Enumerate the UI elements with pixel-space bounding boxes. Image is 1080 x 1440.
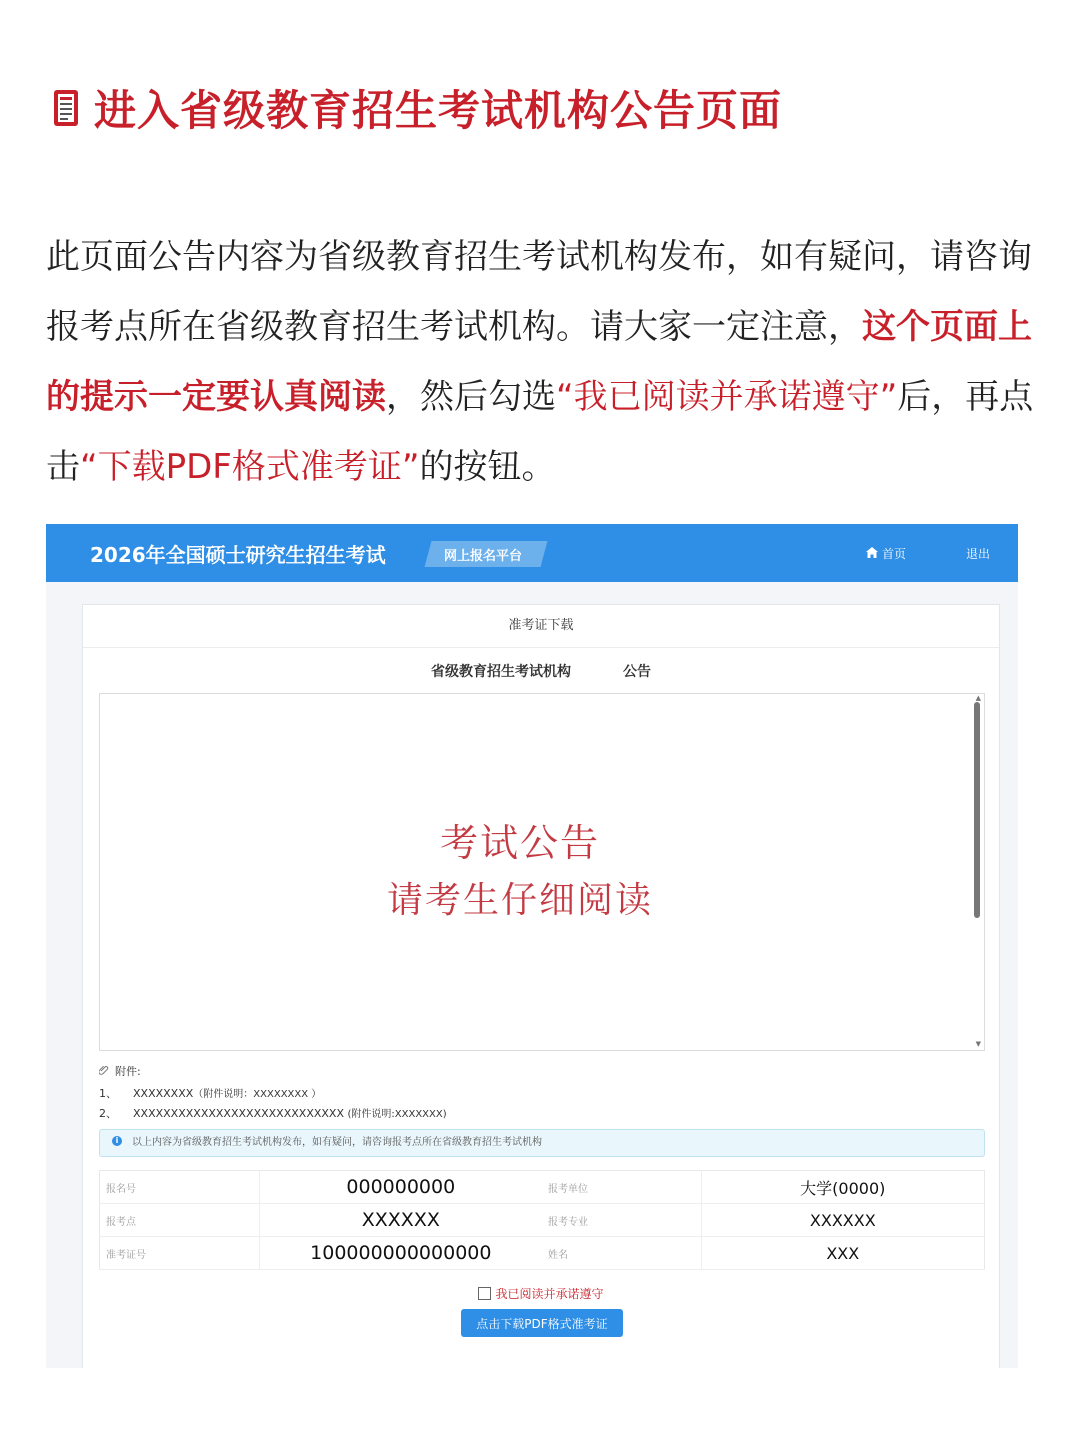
table-label: 准考证号: [100, 1237, 260, 1270]
candidate-info-table: [99, 1170, 985, 1270]
table-value: XXX: [701, 1237, 984, 1270]
platform-tag: 网上报名平台: [444, 549, 523, 564]
attachment-name: XXXXXXXX: [133, 1087, 194, 1100]
table-label: 报名号: [100, 1171, 260, 1204]
embedded-screenshot: [46, 524, 1018, 1368]
admission-ticket-card: [82, 604, 1000, 1368]
table-value: XXXXXX: [701, 1204, 984, 1237]
table-label: 报考专业: [542, 1204, 701, 1237]
attachment-description: (附件说明:XXXXXXX): [347, 1109, 447, 1120]
heading-title: 进入省级教育招生考试机构公告页面: [94, 86, 783, 135]
table-value: 100000000000000: [259, 1237, 542, 1270]
logout-link[interactable]: 退出: [966, 547, 991, 561]
intro-text-3: 后，再点击: [46, 377, 1034, 487]
scroll-up-arrow-icon[interactable]: ▲: [975, 694, 981, 702]
attachments-title: [99, 1063, 141, 1079]
intro-paragraph: [46, 222, 1036, 502]
site-title: 2026年全国硕士研究生招生考试: [90, 543, 386, 567]
download-pdf-button[interactable]: 点击下载PDF格式准考证: [461, 1309, 623, 1337]
notice-subheading: 请考生仔细阅读: [386, 880, 653, 921]
table-label: 姓名: [542, 1237, 701, 1270]
attachment-name: XXXXXXXXXXXXXXXXXXXXXXXXXXXX: [133, 1107, 344, 1120]
table-value: 大学(0000): [701, 1171, 984, 1204]
info-icon: i: [112, 1136, 122, 1146]
attachment-description: （附件说明：XXXXXXXX ）: [193, 1089, 322, 1100]
top-navigation-bar: [46, 524, 1018, 582]
table-row: [100, 1204, 985, 1237]
agree-checkbox-label: 我已阅读并承诺遵守: [495, 1287, 604, 1301]
attachments-label: 附件:: [115, 1065, 141, 1078]
card-title: 准考证下载: [83, 605, 999, 648]
notice-heading: 考试公告: [439, 821, 600, 865]
attachment-item[interactable]: [99, 1085, 321, 1101]
home-icon: [866, 547, 878, 561]
table-label: 报考单位: [542, 1171, 701, 1204]
info-alert-text: 以上内容为省级教育招生考试机构发布，如有疑问，请咨询报考点所在省级教育招生考试机构: [132, 1137, 542, 1148]
home-link[interactable]: [866, 545, 906, 562]
intro-text-4: 的按钮。: [419, 447, 556, 487]
table-row: [100, 1237, 985, 1270]
page-heading: [52, 78, 782, 138]
agree-checkbox[interactable]: [478, 1287, 491, 1300]
notice-content-box[interactable]: [99, 693, 985, 1051]
notice-org: 省级教育招生考试机构: [431, 664, 571, 680]
notice-title: [83, 661, 999, 681]
home-link-label: 首页: [882, 547, 907, 561]
notice-label: 公告: [623, 664, 651, 680]
intro-text-1: 此页面公告内容为省级教育招生考试机构发布，如有疑问，请咨询报考点所在省级教育招生考试机构。请大家一定注意，: [46, 237, 1032, 347]
paperclip-icon: [99, 1065, 109, 1078]
notice-scrollbar[interactable]: [974, 702, 980, 918]
table-value: 000000000: [259, 1171, 542, 1204]
attachment-number: 1、: [99, 1087, 117, 1100]
attachment-item[interactable]: [99, 1105, 447, 1121]
table-row: [100, 1171, 985, 1204]
info-alert: [99, 1129, 985, 1157]
table-value: XXXXXX: [259, 1204, 542, 1237]
intro-download-quote: “下载PDF格式准考证”: [80, 447, 420, 487]
attachment-number: 2、: [99, 1107, 117, 1120]
intro-text-2: ，然后勾选: [386, 377, 556, 417]
table-label: 报考点: [100, 1204, 260, 1237]
intro-emphasis: 这个页面上的提示一定要认真阅读: [46, 307, 1032, 417]
document-icon: [52, 88, 80, 128]
agree-checkbox-row[interactable]: [83, 1285, 999, 1302]
scroll-down-arrow-icon[interactable]: ▼: [975, 1040, 981, 1048]
intro-agree-quote: “我已阅读并承诺遵守”: [556, 377, 898, 417]
